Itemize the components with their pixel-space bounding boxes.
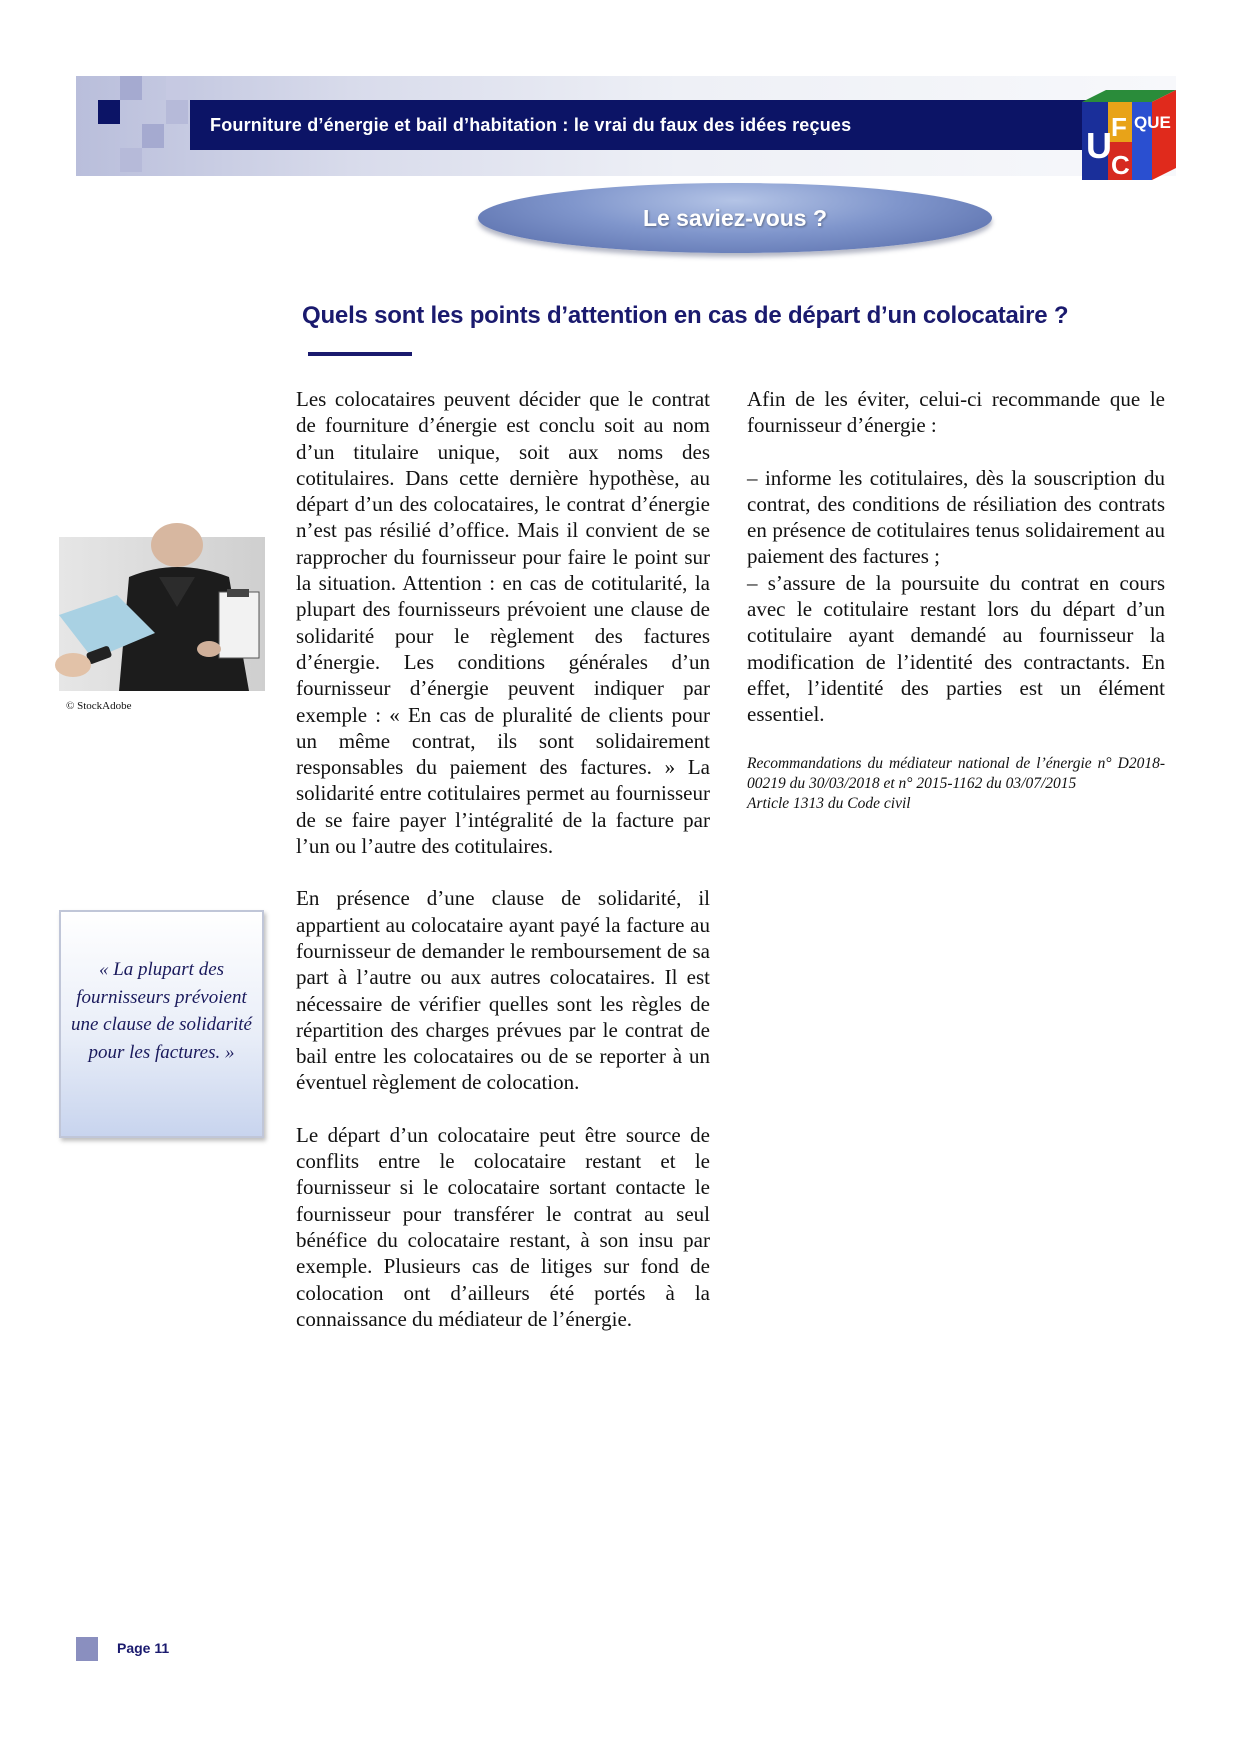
paragraph-intro: Afin de les éviter, celui-ci recommande que le fournisseur d’énergie :: [747, 387, 1165, 438]
reference-mediator: Recommandations du médiateur national de l’énergie n° D2018-00219 du 30/03/2018 et n° 2015-1162 du 03/07/2015: [747, 754, 1165, 792]
pull-quote-text: « La plupart des fournisseurs prévoient une clause de solidarité pour les factures. »: [71, 959, 252, 1063]
ufc-que-choisir-logo: [1076, 86, 1197, 182]
page-number: Page 11: [117, 1640, 170, 1656]
logo-letter-u: U: [1086, 125, 1112, 166]
pull-quote-box: [59, 910, 264, 1138]
header-title: Fourniture d’énergie et bail d’habitation : le vrai du faux des idées reçues: [210, 114, 852, 135]
recommendation-item-1: – informe les cotitulaires, dès la souscription du contrat, des conditions de résiliation des contrats en présence de cotitulaires tenus solidairement au paiement des factures ;: [747, 465, 1165, 569]
header-square-light: [120, 76, 142, 100]
logo-letter-c: C: [1111, 150, 1130, 180]
header-square-dark: [98, 100, 120, 124]
photo-credit: © StockAdobe: [66, 700, 132, 712]
footer-square: [76, 1637, 98, 1661]
article-column-left: [296, 386, 710, 1358]
did-you-know-callout: [478, 183, 992, 253]
illustration-photo: [59, 537, 265, 691]
header-square-light: [166, 100, 188, 124]
logo-que: QUE: [1134, 113, 1171, 132]
references: [747, 754, 1165, 814]
logo-letter-f: F: [1111, 112, 1127, 142]
article-column-right: [747, 386, 1165, 814]
people-photo-icon: [59, 537, 265, 691]
paragraph-1: Les colocataires peuvent décider que le contrat de fourniture d’énergie est conclu soit au nom d’un titulaire unique, soit aux noms des cotitulaires. Dans cette dernière hypothèse, au départ d’un des colocataires, le contrat d’énergie n’est pas résilié d’office. Mais il convient de se rapprocher du fournisseur pour faire le point sur la situation. Attention : en cas de cotitularité, la plupart des fournisseurs prévoient une clause de solidarité pour le règlement des factures d’énergie. Les conditions générales d’un fournisseur d’énergie peuvent indiquer par exemple : « En cas de pluralité de clients pour un même contrat, ils sont solidairement responsables du paiement des factures. » La solidarité entre cotitulaires permet au fournisseur de se faire payer l’intégralité de la facture par l’un ou l’autre des cotitulaires.: [296, 387, 710, 859]
reference-civil-code: Article 1313 du Code civil: [747, 794, 911, 812]
logo-choisir: CHOISIR: [1186, 102, 1197, 144]
header-square-light: [142, 124, 164, 148]
section-title: Quels sont les points d’attention en cas de départ d’un colocataire ?: [302, 302, 1069, 329]
header-title-bar: [190, 100, 1090, 150]
did-you-know-label: Le saviez-vous ?: [642, 204, 828, 231]
header-square-light: [166, 76, 188, 100]
title-underline: [308, 352, 412, 356]
recommendation-item-2: – s’assure de la poursuite du contrat en cours avec le cotitulaire restant lors du départ d’un cotitulaire ayant demandé au fournisseur la modification de l’identité des contractants. En effet, l’identité des parties est un élément essentiel.: [747, 570, 1165, 727]
paragraph-2: En présence d’une clause de solidarité, il appartient au colocataire ayant payé la facture au fournisseur de demander le remboursement de sa part à l’autre ou aux autres colocataires. Il est nécessaire de vérifier quelles sont les règles de répartition des charges prévues par le contrat de bail entre les colocataires ou de se reporter à un éventuel règlement de colocation.: [296, 886, 710, 1095]
header-square-light: [120, 148, 142, 172]
paragraph-3: Le départ d’un colocataire peut être source de conflits entre le colocataire restant et le fournisseur si le colocataire sortant contacte le fournisseur pour transférer le contrat au seul bénéfice du colocataire restant, à son insu par exemple. Plusieurs cas de litiges sur fond de colocation ont d’ailleurs été portés à la connaissance du médiateur de l’énergie.: [296, 1122, 710, 1331]
